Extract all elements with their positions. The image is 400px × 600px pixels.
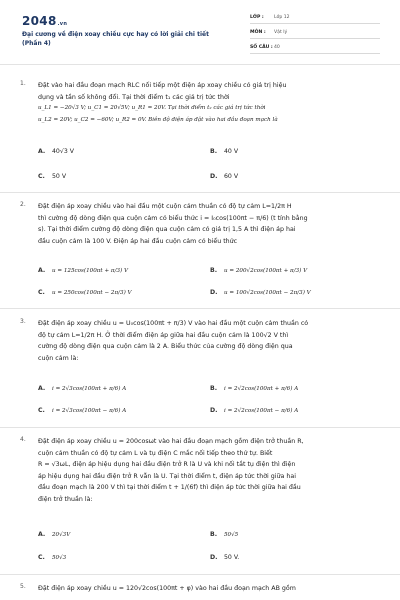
option-b[interactable]: B. 40 V xyxy=(210,148,239,155)
question-divider xyxy=(0,308,400,309)
question-number: 4. xyxy=(20,436,26,443)
option-a[interactable]: A. i = 2√3cos(100πt + π/6) A xyxy=(38,385,127,392)
option-d[interactable]: D. 50 V. xyxy=(210,554,240,561)
option-d[interactable]: D. 60 V xyxy=(210,173,239,180)
option-c[interactable]: C. i = 2√3cos(100πt − π/6) A xyxy=(38,407,127,414)
option-a[interactable]: A. 20√3V xyxy=(38,531,71,538)
meta-class: LỚP : Lớp 12 xyxy=(250,12,380,24)
option-a[interactable]: A. 40√3 V xyxy=(38,148,74,155)
page-title: Đại cương về điện xoay chiều cực hay có lời giải chi tiết (Phần 4) xyxy=(22,31,209,47)
question-divider xyxy=(0,192,400,193)
option-c[interactable]: C. 50√3 xyxy=(38,554,67,561)
option-d[interactable]: D. i = 2√2cos(100πt − π/6) A xyxy=(210,407,299,414)
meta-subject: MÔN : Vật lý xyxy=(250,27,380,39)
option-b[interactable]: B. 50√5 xyxy=(210,531,239,538)
question-text: Đặt điện áp xoay chiều u = U₀cos(100πt + π/3) V vào hai đầu một cuộn cảm thuần có độ tự cảm L=1/2π H. Ở thời điểm điện áp giữa hai đầu cuộn cảm là 100√2 V thì cường độ dòng điện qua cuộn cảm là 2 A. Biểu thức của cường độ dòng điện qua cuộn cảm là: xyxy=(38,320,309,362)
question-divider xyxy=(0,574,400,575)
question-text: Đặt điện áp xoay chiều u = 120√2cos(100πt + φ) vào hai đầu đoạn mạch AB gồm xyxy=(38,585,296,592)
question-number: 1. xyxy=(20,80,26,87)
option-b[interactable]: B. i = 2√2cos(100πt + π/6) A xyxy=(210,385,299,392)
question-text: Đặt điện áp xoay chiều u = 200cosωt vào hai đầu đoạn mạch gồm điện trở thuần R, cuộn cảm thuần có độ tự cảm L và tụ điện C mắc nối tiếp theo thứ tự. Biết R = √3ωL, điện áp hiệu dụng hai đầu điện trở R là U và khi nối tắt tụ điện thì điện áp hiệu dụng hai đầu điện trở R vẫn là U. Tại thời điểm t, điện áp tức thời giữa hai đầu đoạn mạch là 200 V thì tại thời điểm t + 1/(6f) thì điện áp tức thời giữa hai đầu điện trở thuần là: xyxy=(38,438,304,503)
question-text: Đặt điện áp xoay chiều vào hai đầu một cuộn cảm thuần có độ tự cảm L=1/2π H thì cường độ dòng điện qua cuộn cảm có biểu thức i = I₀cos(100πt − π/6) (t tính bằng s). Tại thời điểm cường độ dòng điện qua cuộn cảm có giá trị 1,5 A thì điện áp hai đầu cuộn cảm là 100 V. Điện áp hai đầu cuộn cảm có biểu thức xyxy=(38,203,308,245)
question-text: Đặt vào hai đầu đoạn mạch RLC nối tiếp một điện áp xoay chiều có giá trị hiệu dụng và tần số không đổi. Tại thời điểm t₁ các giá trị tức thời u_L1 = −20√3 V; u_C1 = 20√5V; u_R1 = 20V. Tại thời điểm t₂ các giá trị tức thời u_L2 = 20V; u_C2 = −60V; u_R2 = 0V. Biên độ điện áp đặt vào hai đầu đoạn mạch là xyxy=(38,82,287,123)
option-c[interactable]: C. 50 V xyxy=(38,173,67,180)
meta-count: SỐ CÂU : 40 xyxy=(250,42,380,54)
header-divider xyxy=(0,64,400,65)
option-a[interactable]: A. u = 125cos(100πt + π/3) V xyxy=(38,267,129,274)
site-logo[interactable]: 2048.vn xyxy=(22,14,68,28)
option-b[interactable]: B. u = 200√2cos(100πt + π/3) V xyxy=(210,267,308,274)
option-c[interactable]: C. u = 250cos(100πt − 2π/3) V xyxy=(38,289,132,296)
header xyxy=(22,12,380,62)
meta-info xyxy=(250,12,380,57)
question-number: 5. xyxy=(20,583,26,590)
question-number: 3. xyxy=(20,318,26,325)
question-number: 2. xyxy=(20,201,26,208)
option-d[interactable]: D. u = 100√2cos(100πt − 2π/3) V xyxy=(210,289,311,296)
question-divider xyxy=(0,427,400,428)
